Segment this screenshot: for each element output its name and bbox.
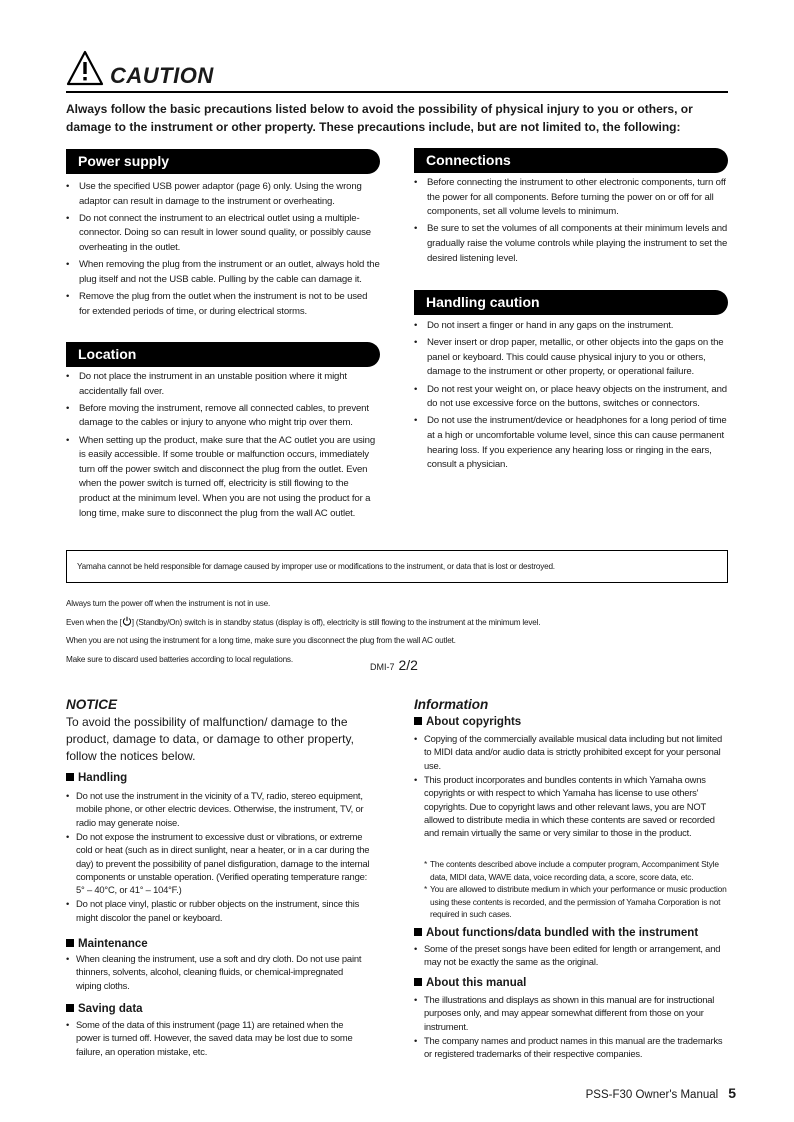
notice-saving-list <box>66 1018 370 1059</box>
manual-list <box>414 993 728 1061</box>
location-heading: Location <box>66 342 380 367</box>
caution-divider <box>66 91 728 93</box>
list-item: • When cleaning the instrument, use a soft and dry cloth. Do not use paint thinners, solvents, alcohol, cleaning fluids, or chemical-impregnated wiping cloths. <box>66 952 370 992</box>
list-item: • Before connecting the instrument to other electronic components, turn off the power for all components. Before turning the power on or off for all components, set all volume levels to minimum. <box>414 176 730 220</box>
note-line: Make sure to discard used batteries according to local regulations. <box>66 654 293 664</box>
handling-caution-list <box>414 319 730 475</box>
note-line: When you are not using the instrument for a long time, make sure you disconnect the plug from the wall AC outlet. <box>66 636 456 646</box>
functions-heading: About functions/data bundled with the instrument <box>414 927 698 939</box>
list-item: • Copying of the commercially available musical data including but not limited to MIDI data and/or audio data is strictly prohibited except for your personal use. <box>414 732 728 772</box>
list-item: • Do not insert a finger or hand in any gaps on the instrument. <box>414 319 730 334</box>
disclaimer-box: Yamaha cannot be held responsible for damage caused by improper use or modifications to the instrument, or data that is lost or destroyed. <box>66 550 728 583</box>
note-line: Even when the [ ] (Standby/On) switch is in standby status (display is off), electricity is still flowing to the instrument at the minimum level. <box>66 617 541 627</box>
handling-caution-heading: Handling caution <box>414 290 728 315</box>
manual-heading: About this manual <box>414 977 526 989</box>
list-item: • Do not expose the instrument to excessive dust or vibrations, or extreme cold or heat (such as in direct sunlight, near a heater, or in a car during the day) to prevent the possibility of panel disfiguration, damage to the internal components or unstable operation. (Verified operating temperature range: 5° – 40°C, or 41° – 104°F.) <box>66 830 370 897</box>
list-item: • Do not rest your weight on, or place heavy objects on the instrument, and do not use excessive force on the buttons, switches or connectors. <box>414 383 730 412</box>
information-title: Information <box>414 697 489 712</box>
connections-heading: Connections <box>414 148 728 173</box>
power-supply-heading: Power supply <box>66 149 380 174</box>
notice-title: NOTICE <box>66 697 118 712</box>
manual-name: PSS-F30 Owner's Manual <box>585 1089 719 1101</box>
note-line: Always turn the power off when the instrument is not in use. <box>66 599 271 608</box>
caution-header <box>66 50 726 90</box>
warning-triangle-icon <box>66 50 104 86</box>
notice-maintenance-list <box>66 952 370 993</box>
caution-intro: Always follow the basic precautions listed below to avoid the possibility of physical injury to you or others, or damage to the instrument or other property. These precautions include, but are not limited to, the following: <box>66 102 693 134</box>
list-item: • Do not use the instrument/device or headphones for a long period of time at a high or uncomfortable volume level, since this can cause permanent hearing loss. If you experience any hearing loss or ringing in the ears, consult a physician. <box>414 414 730 472</box>
power-supply-list <box>66 180 380 322</box>
list-item: • Be sure to set the volumes of all components at their minimum levels and gradually raise the volume controls while playing the instrument to set the desired listening level. <box>414 222 730 266</box>
list-item: • Do not use the instrument in the vicinity of a TV, radio, stereo equipment, mobile phone, or other electric devices. Otherwise, the instrument, TV, or radio may generate noise. <box>66 789 370 829</box>
list-item: • Some of the data of this instrument (page 11) are retained when the power is turned off. However, the saved data may be lost due to some failure, an operation mistake, etc. <box>66 1018 370 1058</box>
notice-intro: To avoid the possibility of malfunction/ damage to the product, damage to data, or damage to other property, follow the notices below. <box>66 715 354 763</box>
list-item: • Some of the preset songs have been edited for length or arrangement, and may not be exactly the same as the original. <box>414 942 728 969</box>
functions-list <box>414 942 728 969</box>
list-item: • When setting up the product, make sure that the AC outlet you are using is easily accessible. If some trouble or malfunction occurs, immediately turn off the power switch and disconnect the plug from the outlet. Even when the power switch is turned off, electricity is still flowing to the product at the minimum level. When you are not using the product for a long time, make sure to disconnect the plug from the wall AC outlet. <box>66 434 380 522</box>
list-item: • Do not place vinyl, plastic or rubber objects on the instrument, since this might discolor the panel or keyboard. <box>66 897 370 924</box>
list-item: • This product incorporates and bundles contents in which Yamaha owns copyrights or with respect to which Yamaha has license to use others' copyrights. Due to copyright laws and other relevant laws, you are NOT allowed to distribute media in which these contents are saved or recorded and remain virtually the same or very similar to those in the product. <box>414 773 728 840</box>
page-number: 5 <box>728 1085 736 1101</box>
list-item: • When removing the plug from the instrument or an outlet, always hold the plug itself and not the USB cable. Pulling by the cable can damage it. <box>66 258 380 287</box>
list-item: • Do not place the instrument in an unstable position where it might accidentally fall over. <box>66 370 380 399</box>
notice-maintenance-heading: Maintenance <box>66 938 148 950</box>
copyrights-list <box>414 732 728 840</box>
notice-handling-heading: Handling <box>66 772 127 784</box>
list-item: • Do not connect the instrument to an electrical outlet using a multiple-connector. Doing so can result in lower sound quality, or possibly cause overheating in the outlet. <box>66 212 380 256</box>
footnote: * The contents described above include a computer program, Accompaniment Style data, MIDI data, WAVE data, voice recording data, a score, score data, etc. <box>424 858 728 883</box>
list-item: • Never insert or drop paper, metallic, or other objects into the gaps on the panel or keyboard. This could cause physical injury to you or others, damage to the instrument or other property, or operational failure. <box>414 336 730 380</box>
caution-title: CAUTION <box>110 63 214 88</box>
notice-saving-heading: Saving data <box>66 1003 143 1015</box>
power-icon <box>122 616 132 626</box>
list-item: • Use the specified USB power adaptor (page 6) only. Using the wrong adaptor can result in damage to the instrument or overheating. <box>66 180 380 209</box>
connections-list <box>414 176 730 269</box>
notice-handling-list <box>66 789 370 925</box>
copyrights-heading: About copyrights <box>414 716 521 728</box>
list-item: • Remove the plug from the outlet when the instrument is not to be used for extended periods of time, or during electrical storms. <box>66 290 380 319</box>
location-list <box>66 370 380 524</box>
list-item: • The illustrations and displays as shown in this manual are for instructional purposes only, and may appear somewhat different from those on your instrument. <box>414 993 728 1033</box>
dmi-page-marker: DMI-7 2/2 <box>370 657 418 673</box>
copyrights-footnotes <box>424 858 728 921</box>
list-item: • Before moving the instrument, remove all connected cables, to prevent damage to the cables or injury to anyone who might trip over them. <box>66 402 380 431</box>
list-item: • The company names and product names in this manual are the trademarks or registered trademarks of their respective companies. <box>414 1034 728 1061</box>
page-footer <box>586 1085 736 1101</box>
footnote: * You are allowed to distribute medium in which your performance or music production using these contents is recorded, and the permission of Yamaha Corporation is not required in such cases. <box>424 883 728 921</box>
